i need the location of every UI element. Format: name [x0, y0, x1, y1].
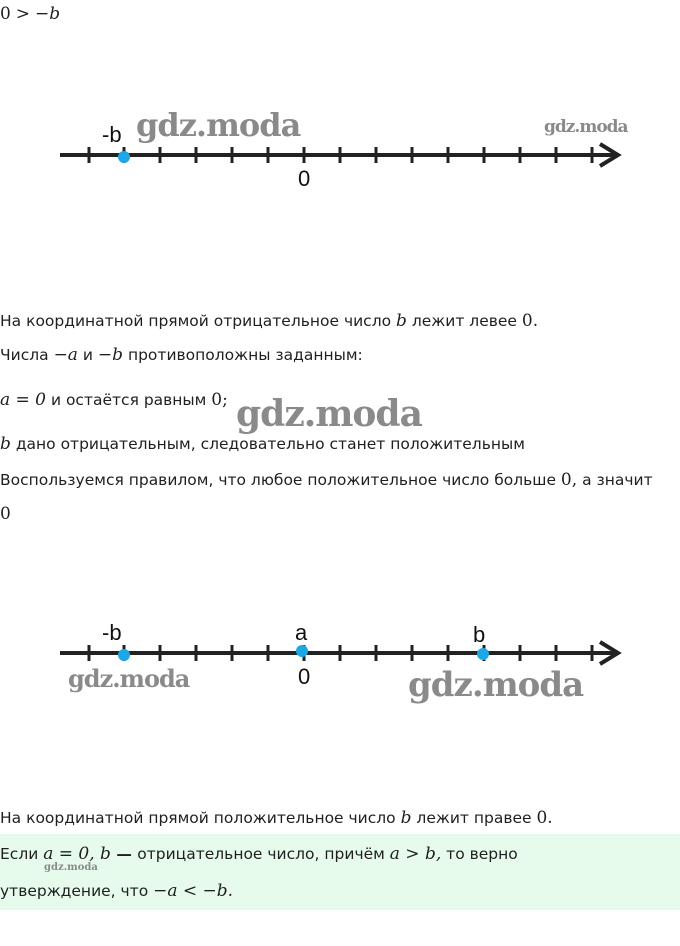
text: а значит: [577, 471, 653, 489]
text: то верно: [441, 845, 518, 863]
expr-left: 0: [0, 4, 11, 24]
text: утверждение, что: [0, 882, 154, 900]
conclusion-line-1: [0, 844, 518, 864]
label-neg-b: -b: [102, 620, 122, 645]
text: противоположны заданным:: [123, 346, 363, 364]
text: Если: [0, 845, 44, 863]
paragraph-5: [0, 470, 653, 490]
label-neg-b: -b: [102, 122, 122, 147]
watermark: gdz.moda: [136, 106, 301, 144]
text: и: [77, 346, 98, 364]
paragraph-4: [0, 434, 525, 454]
label-a: a: [295, 620, 308, 645]
label-zero: 0: [298, 166, 311, 191]
math-var: b: [400, 808, 412, 828]
math-expr: a > b,: [389, 844, 442, 864]
text: лежит левее: [406, 312, 522, 330]
watermark: gdz.moda: [544, 117, 628, 137]
watermark: gdz.moda: [408, 665, 584, 705]
text: дано отрицательным, следовательно станет положительным: [10, 435, 525, 453]
math-num: 0,: [560, 470, 578, 490]
label-zero: 0: [298, 664, 311, 689]
math-expr: −a < −b.: [153, 881, 234, 901]
conclusion-line-2: [0, 881, 233, 901]
paragraph-2: [0, 345, 363, 365]
text: Числа: [0, 346, 54, 364]
number-line-figure-2: [0, 598, 680, 708]
watermark: gdz.moda: [68, 664, 190, 693]
text: На координатной прямой отрицательное число: [0, 312, 397, 330]
math-expr: a = 0, b: [43, 844, 111, 864]
number-line-figure-1: [0, 100, 680, 200]
math-expr: a = 0: [0, 390, 47, 410]
text: На координатной прямой положительное число: [0, 809, 401, 827]
math-var: −a: [53, 345, 78, 365]
label-b: b: [473, 622, 486, 647]
math-num: 0: [0, 504, 11, 524]
math-num: 0.: [536, 808, 553, 828]
expr-right: −b: [34, 4, 61, 24]
text: лежит правее: [411, 809, 537, 827]
text: и остаётся равным: [46, 391, 212, 409]
watermark: gdz.moda: [44, 862, 98, 873]
text: отрицательное число, причём: [137, 845, 390, 863]
dash: —: [110, 845, 138, 863]
paragraph-7: [0, 808, 553, 828]
math-var: −b: [97, 345, 124, 365]
paragraph-3: [0, 390, 228, 410]
math-num: 0;: [211, 390, 228, 410]
expr-op: >: [15, 4, 31, 24]
math-var: b: [396, 311, 407, 331]
top-expression: [0, 4, 60, 24]
text: Воспользуемся правилом, что любое положительное число больше: [0, 471, 561, 489]
math-num: 0.: [521, 311, 539, 331]
watermark: gdz.moda: [236, 393, 422, 435]
point-neg-b: [118, 649, 130, 661]
math-var: b: [0, 434, 11, 454]
point-a: [296, 645, 308, 657]
point-b: [477, 648, 489, 660]
paragraph-1: [0, 311, 538, 331]
conclusion-box: [0, 834, 680, 910]
paragraph-6: [0, 504, 11, 524]
point-neg-b: [118, 151, 130, 163]
